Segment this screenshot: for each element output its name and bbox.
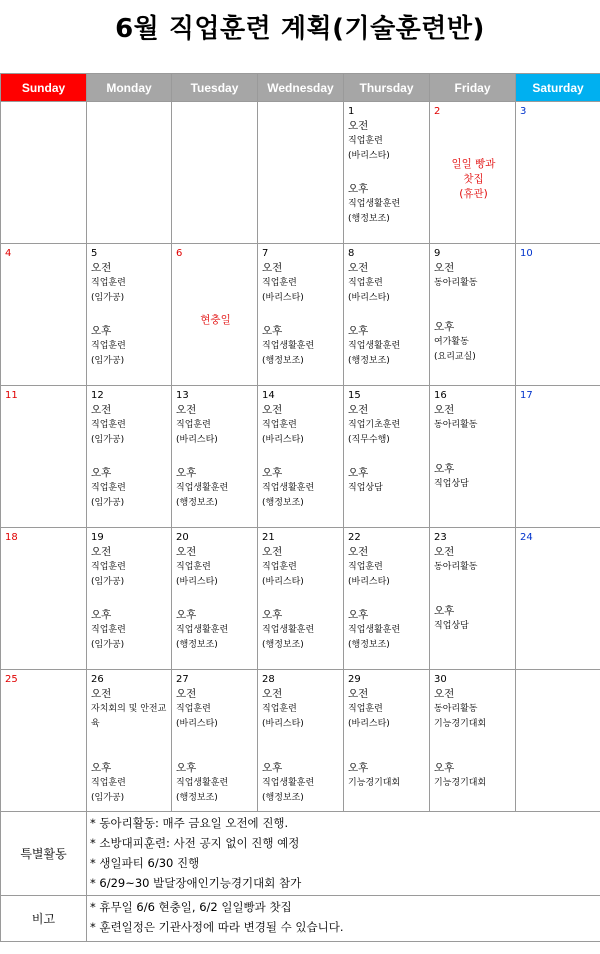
am-label: 오전 — [176, 688, 197, 700]
am-activity: 직업훈련 — [262, 704, 297, 714]
day-cell-29 — [344, 670, 430, 812]
am-label: 오전 — [434, 546, 455, 558]
am-place: (바리스타) — [348, 151, 390, 161]
am-activity: 자치회의 및 안전교육 — [91, 704, 167, 729]
pm-label: 오후 — [434, 605, 455, 617]
day-cell-10 — [516, 244, 600, 386]
am-activity: 직업훈련 — [348, 562, 383, 572]
am-place: (바리스타) — [262, 719, 304, 729]
am-place: (바리스타) — [348, 293, 390, 303]
day-number: 9 — [434, 248, 441, 259]
day-cell-17 — [516, 386, 600, 528]
day-number: 1 — [348, 106, 355, 117]
day-cell-27 — [172, 670, 258, 812]
day-number: 28 — [262, 674, 275, 685]
am-activity: 동아리활동 — [434, 420, 478, 430]
am-activity: 동아리활동 — [434, 562, 478, 572]
am-place: (바리스타) — [262, 435, 304, 445]
pm-activity: 직업생활훈련 — [176, 778, 229, 788]
remark-note: * 훈련일정은 기관사정에 따라 변경될 수 있습니다. — [90, 920, 344, 934]
pm-activity: 직업생활훈련 — [262, 625, 315, 635]
am-activity: 동아리활동 — [434, 704, 478, 714]
day-header-saturday: Saturday — [516, 74, 600, 102]
day-number: 29 — [348, 674, 361, 685]
pm-place: (행정보조) — [176, 498, 218, 508]
am-label: 오전 — [348, 404, 369, 416]
am-activity: 직업훈련 — [176, 704, 211, 714]
am-activity: 직업훈련 — [262, 278, 297, 288]
remark-note: * 휴무일 6/6 현충일, 6/2 일일빵과 찻집 — [90, 900, 292, 914]
am-place: (바리스타) — [262, 577, 304, 587]
day-number: 2 — [434, 106, 441, 117]
pm-place: (요리교실) — [434, 352, 476, 362]
remarks-notes — [87, 896, 600, 942]
empty-day-cell — [1, 102, 87, 244]
pm-label: 오후 — [348, 467, 369, 479]
day-header-thursday: Thursday — [344, 74, 430, 102]
day-cell-21 — [258, 528, 344, 670]
am-place: (바리스타) — [176, 435, 218, 445]
day-cell-8 — [344, 244, 430, 386]
pm-label: 오후 — [348, 762, 369, 774]
day-cell-1 — [344, 102, 430, 244]
special-note: * 소방대피훈련: 사전 공지 없이 진행 예정 — [90, 836, 300, 850]
pm-activity: 직업상담 — [434, 479, 469, 489]
pm-place: (임가공) — [91, 356, 125, 366]
pm-label: 오후 — [348, 609, 369, 621]
day-number: 8 — [348, 248, 355, 259]
day-cell-22 — [344, 528, 430, 670]
pm-activity: 직업생활훈련 — [348, 341, 401, 351]
am-place: (직무수행) — [348, 435, 390, 445]
week-row — [1, 670, 600, 812]
day-header-tuesday: Tuesday — [172, 74, 258, 102]
am-activity: 직업훈련 — [176, 562, 211, 572]
am-activity: 직업훈련 — [348, 704, 383, 714]
am-activity: 직업훈련 — [91, 278, 126, 288]
am-activity: 직업훈련 — [91, 420, 126, 430]
pm-activity: 직업생활훈련 — [348, 625, 401, 635]
day-cell-23 — [430, 528, 516, 670]
am-place: (임가공) — [91, 293, 125, 303]
day-cell-7 — [258, 244, 344, 386]
pm-place: (행정보조) — [348, 214, 390, 224]
day-number: 19 — [91, 532, 104, 543]
pm-label: 오후 — [91, 325, 112, 337]
pm-activity: 직업생활훈련 — [176, 625, 229, 635]
am-label: 오전 — [348, 120, 369, 132]
day-cell-11 — [1, 386, 87, 528]
am-place: (바리스타) — [176, 577, 218, 587]
pm-label: 오후 — [91, 762, 112, 774]
day-number: 23 — [434, 532, 447, 543]
day-cell-16 — [430, 386, 516, 528]
am-place: (바리스타) — [348, 577, 390, 587]
special-activities-label: 특별활동 — [1, 812, 87, 896]
pm-activity: 직업생활훈련 — [176, 483, 229, 493]
pm-label: 오후 — [176, 467, 197, 479]
am-label: 오전 — [91, 404, 112, 416]
day-number: 11 — [5, 390, 18, 401]
day-cell-12 — [87, 386, 172, 528]
calendar-table — [0, 73, 600, 942]
week-row — [1, 386, 600, 528]
am-label: 오전 — [262, 404, 283, 416]
day-number: 10 — [520, 248, 533, 259]
pm-activity: 직업생활훈련 — [262, 483, 315, 493]
am-activity: 직업훈련 — [262, 420, 297, 430]
am-label: 오전 — [176, 546, 197, 558]
day-header-sunday: Sunday — [1, 74, 87, 102]
pm-activity: 직업훈련 — [91, 341, 126, 351]
am-label: 오전 — [262, 688, 283, 700]
am-label: 오전 — [91, 262, 112, 274]
pm-activity: 직업상담 — [434, 621, 469, 631]
pm-label: 오후 — [434, 463, 455, 475]
am-activity: 직업훈련 — [176, 420, 211, 430]
day-cell-14 — [258, 386, 344, 528]
day-number: 21 — [262, 532, 275, 543]
pm-label: 오후 — [91, 467, 112, 479]
am-activity: 직업훈련 — [348, 136, 383, 146]
am-place: (바리스타) — [176, 719, 218, 729]
am-activity: 직업훈련 — [91, 562, 126, 572]
day-number: 20 — [176, 532, 189, 543]
pm-label: 오후 — [348, 325, 369, 337]
pm-activity: 기능경기대회 — [434, 778, 487, 788]
day-cell-26 — [87, 670, 172, 812]
am-place: (바리스타) — [348, 719, 390, 729]
day-number: 27 — [176, 674, 189, 685]
week-row — [1, 244, 600, 386]
day-cell-4 — [1, 244, 87, 386]
day-number: 16 — [434, 390, 447, 401]
day-cell-15 — [344, 386, 430, 528]
day-number: 3 — [520, 106, 527, 117]
day-header-monday: Monday — [87, 74, 172, 102]
am-label: 오전 — [434, 262, 455, 274]
pm-activity: 직업생활훈련 — [262, 341, 315, 351]
pm-label: 오후 — [262, 762, 283, 774]
day-cell-6 — [172, 244, 258, 386]
holiday-text: 일일 빵과 — [451, 158, 496, 170]
day-header-wednesday: Wednesday — [258, 74, 344, 102]
day-cell-30 — [430, 670, 516, 812]
am-label: 오전 — [434, 688, 455, 700]
am-label: 오전 — [348, 546, 369, 558]
pm-place: (행정보조) — [262, 356, 304, 366]
pm-label: 오후 — [262, 609, 283, 621]
pm-place: (행정보조) — [176, 640, 218, 650]
am-place: 기능경기대회 — [434, 719, 487, 729]
day-number: 15 — [348, 390, 361, 401]
pm-place: (행정보조) — [348, 356, 390, 366]
pm-label: 오후 — [434, 762, 455, 774]
am-place: (임가공) — [91, 577, 125, 587]
pm-activity: 직업생활훈련 — [348, 199, 401, 209]
empty-day-cell — [516, 670, 600, 812]
day-header-row — [1, 74, 600, 102]
pm-activity: 직업훈련 — [91, 625, 126, 635]
day-number: 5 — [91, 248, 98, 259]
am-activity: 동아리활동 — [434, 278, 478, 288]
pm-place: (행정보조) — [262, 498, 304, 508]
pm-label: 오후 — [176, 609, 197, 621]
am-activity: 직업훈련 — [348, 278, 383, 288]
am-label: 오전 — [262, 262, 283, 274]
special-activities-row — [1, 812, 600, 896]
day-number: 14 — [262, 390, 275, 401]
special-note: * 생일파티 6/30 진행 — [90, 856, 200, 870]
empty-day-cell — [172, 102, 258, 244]
day-cell-5 — [87, 244, 172, 386]
pm-activity: 직업상담 — [348, 483, 383, 493]
holiday-text: 찻집 — [463, 173, 484, 185]
pm-activity: 직업생활훈련 — [262, 778, 315, 788]
pm-label: 오후 — [348, 183, 369, 195]
am-label: 오전 — [91, 688, 112, 700]
holiday-text: (휴관) — [459, 188, 488, 200]
day-cell-19 — [87, 528, 172, 670]
day-number: 13 — [176, 390, 189, 401]
day-cell-13 — [172, 386, 258, 528]
day-cell-25 — [1, 670, 87, 812]
am-label: 오전 — [434, 404, 455, 416]
special-note: * 6/29~30 발달장애인기능경기대회 참가 — [90, 876, 302, 890]
day-cell-9 — [430, 244, 516, 386]
special-activities-notes — [87, 812, 600, 896]
day-number: 22 — [348, 532, 361, 543]
pm-place: (임가공) — [91, 640, 125, 650]
pm-place: (행정보조) — [348, 640, 390, 650]
pm-place: (행정보조) — [262, 793, 304, 803]
day-number: 17 — [520, 390, 533, 401]
am-label: 오전 — [176, 404, 197, 416]
day-number: 30 — [434, 674, 447, 685]
am-label: 오전 — [91, 546, 112, 558]
pm-label: 오후 — [262, 467, 283, 479]
day-cell-18 — [1, 528, 87, 670]
am-label: 오전 — [262, 546, 283, 558]
pm-place: (임가공) — [91, 793, 125, 803]
remarks-label: 비고 — [1, 896, 87, 942]
day-cell-3 — [516, 102, 600, 244]
pm-place: (임가공) — [91, 498, 125, 508]
am-label: 오전 — [348, 688, 369, 700]
page-title: 6월 직업훈련 계획(기술훈련반) — [115, 14, 485, 44]
am-place: (임가공) — [91, 435, 125, 445]
pm-label: 오후 — [176, 762, 197, 774]
day-number: 12 — [91, 390, 104, 401]
special-note: * 동아리활동: 매주 금요일 오전에 진행. — [90, 816, 289, 830]
day-header-friday: Friday — [430, 74, 516, 102]
day-cell-24 — [516, 528, 600, 670]
week-row — [1, 528, 600, 670]
pm-label: 오후 — [91, 609, 112, 621]
pm-place: (행정보조) — [176, 793, 218, 803]
empty-day-cell — [258, 102, 344, 244]
day-cell-2 — [430, 102, 516, 244]
day-number: 25 — [5, 674, 18, 685]
pm-place: (행정보조) — [262, 640, 304, 650]
day-number: 26 — [91, 674, 104, 685]
day-number: 24 — [520, 532, 533, 543]
pm-label: 오후 — [262, 325, 283, 337]
day-number: 6 — [176, 248, 183, 259]
pm-activity: 여가활동 — [434, 337, 469, 347]
day-cell-20 — [172, 528, 258, 670]
am-activity: 직업기초훈련 — [348, 420, 401, 430]
pm-activity: 직업훈련 — [91, 483, 126, 493]
day-number: 18 — [5, 532, 18, 543]
pm-label: 오후 — [434, 321, 455, 333]
holiday-text: 현충일 — [200, 314, 231, 326]
am-label: 오전 — [348, 262, 369, 274]
day-number: 4 — [5, 248, 12, 259]
am-place: (바리스타) — [262, 293, 304, 303]
am-activity: 직업훈련 — [262, 562, 297, 572]
pm-activity: 기능경기대회 — [348, 778, 401, 788]
remarks-row — [1, 896, 600, 942]
day-number: 7 — [262, 248, 269, 259]
empty-day-cell — [87, 102, 172, 244]
day-cell-28 — [258, 670, 344, 812]
week-row — [1, 102, 600, 244]
pm-activity: 직업훈련 — [91, 778, 126, 788]
